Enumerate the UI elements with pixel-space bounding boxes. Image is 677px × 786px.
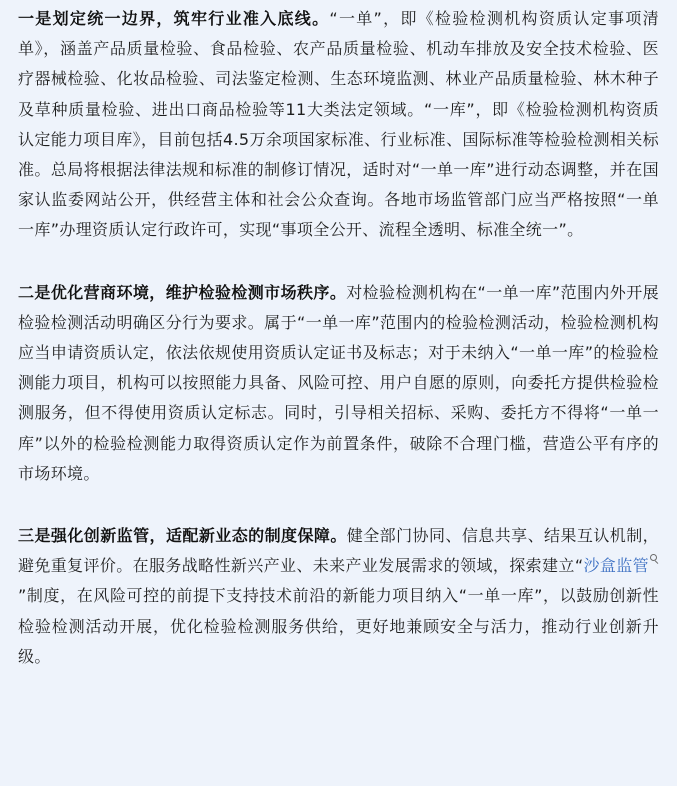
paragraph-3-body-after: ”制度，在风险可控的前提下支持技术前沿的新能力项目纳入“一单一库”，以鼓励创新性检验检测活动开展，优化检验检测服务供给，更好地兼顾安全与活力，推动行业创新升级。 <box>18 586 659 666</box>
paragraph-2-body: 对检验检测机构在“一单一库”范围内外开展检验检测活动明确区分行为要求。属于“一单一库”范围内的检验检测活动，检验检测机构应当申请资质认定，依法依规使用资质认定证书及标志；对于未纳入“一单一库”的检验检测能力项目，机构可以按照能力具备、风险可控、用户自愿的原则，向委托方提供检验检测服务，但不得使用资质认定标志。同时，引导相关招标、采购、委托方不得将“一单一库”以外的检验检测能力取得资质认定作为前置条件，破除不合理门槛，营造公平有序的市场环境。 <box>18 282 659 483</box>
paragraph-1 <box>18 4 659 246</box>
paragraph-2 <box>18 278 659 489</box>
paragraph-1-body: “一单”，即《检验检测机构资质认定事项清单》，涵盖产品质量检验、食品检验、农产品质量检验、机动车排放及安全技术检验、医疗器械检验、化妆品检验、司法鉴定检测、生态环境监测、林业产品质量检验、林木种子及草种质量检验、进出口商品检验等11大类法定领域。“一库”，即《检验检测机构资质认定能力项目库》，目前包括4.5万余项国家标准、行业标准、国际标准等检验检测相关标准。总局将根据法律法规和标准的制修订情况，适时对“一单一库”进行动态调整，并在国家认监委网站公开，供经营主体和社会公众查询。各地市场监管部门应当严格按照“一单一库”办理资质认定行政许可，实现“事项全公开、流程全透明、标准全统一”。 <box>18 9 659 240</box>
search-icon[interactable] <box>650 552 658 566</box>
keyword-link-sandbox-regulation[interactable]: 沙盒监管 <box>583 556 649 576</box>
paragraph-3 <box>18 521 659 672</box>
paragraph-3-lead: 三是强化创新监管，适配新业态的制度保障。 <box>18 526 347 546</box>
paragraph-3-body-before: 健全部门协同、信息共享、结果互认机制，避免重复评价。在服务战略性新兴产业、未来产业发展需求的领域，探索建立“ <box>18 526 659 576</box>
paragraph-1-lead: 一是划定统一边界，筑牢行业准入底线。 <box>18 9 330 28</box>
paragraph-2-lead: 二是优化营商环境，维护检验检测市场秩序。 <box>18 282 347 302</box>
